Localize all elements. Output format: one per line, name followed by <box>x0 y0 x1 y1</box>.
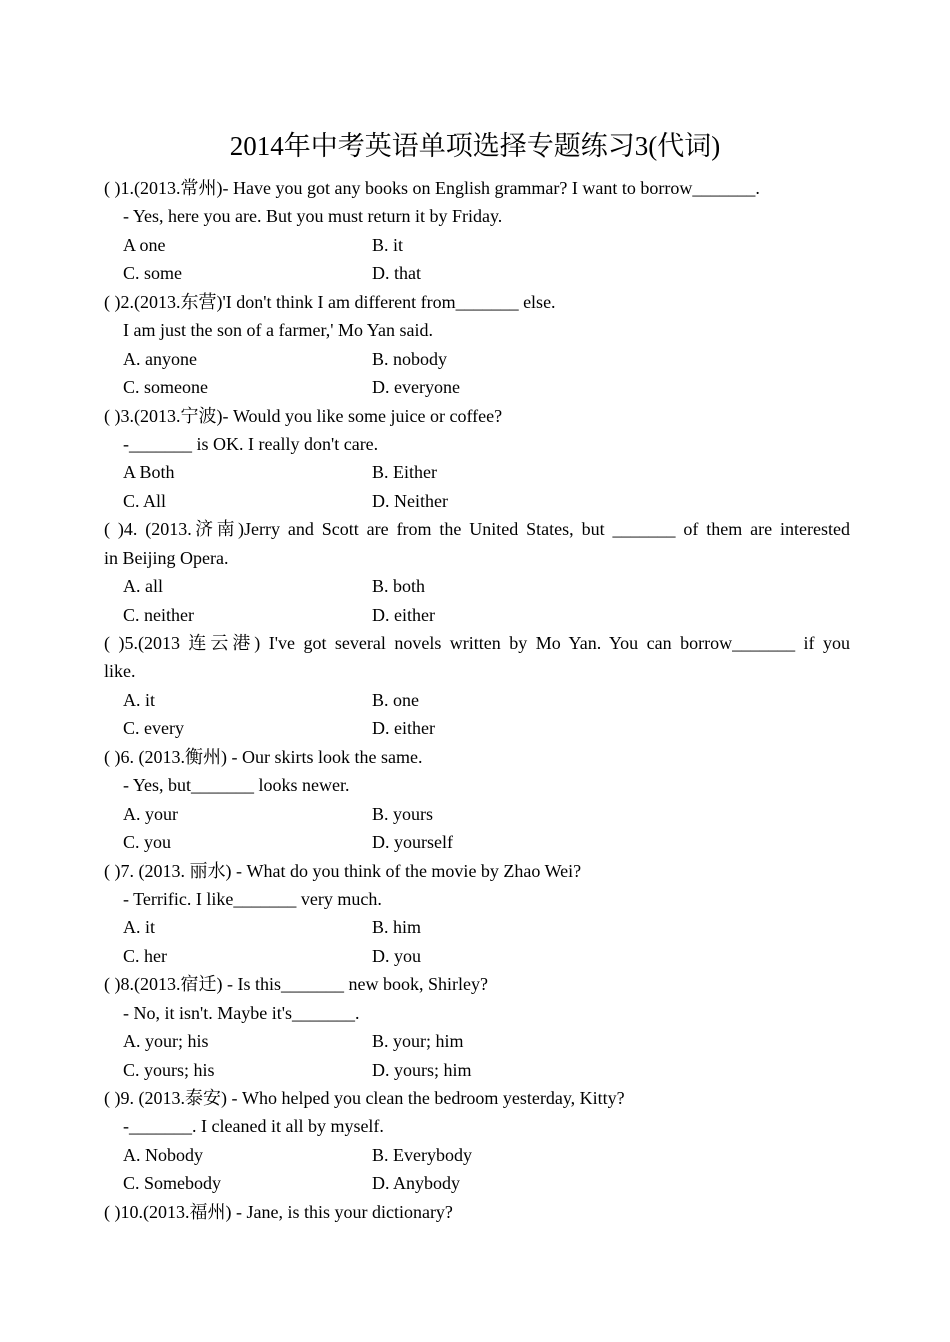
option-row <box>104 1056 850 1084</box>
option-b: B. Either <box>372 462 437 483</box>
dialogue-line: -_______ is OK. I really don't care. <box>123 433 379 454</box>
option-a: A. it <box>123 917 156 938</box>
option-c: C. All <box>123 490 167 511</box>
question-stem: ( )9. (2013.泰安) - Who helped you clean the bedroom yesterday, Kitty? <box>104 1088 625 1108</box>
option-row <box>104 487 850 515</box>
option-c: C. yours; his <box>123 1059 215 1080</box>
option-c: C. someone <box>123 377 208 398</box>
dialogue-line: - No, it isn't. Maybe it's_______. <box>123 1002 360 1023</box>
option-b: B. nobody <box>372 348 448 369</box>
option-a: A. your <box>123 803 178 824</box>
question-stem: ( )3.(2013.宁波)- Would you like some juice or coffee? <box>104 405 503 426</box>
option-d: D. either <box>372 718 435 739</box>
question-list <box>104 174 850 1226</box>
option-a: A. anyone <box>123 348 197 369</box>
option-row <box>104 1141 850 1169</box>
dialogue-line: -_______. I cleaned it all by myself. <box>123 1116 384 1137</box>
question-stem: ( )1.(2013.常州)- Have you got any books on English grammar? I want to borrow_______. <box>104 178 760 198</box>
option-b: B. both <box>372 576 426 597</box>
question-stem-continuation: like. <box>104 661 136 682</box>
dialogue-line: I am just the son of a farmer,' Mo Yan said. <box>123 320 433 341</box>
question-stem: ( )8.(2013.宿迁) - Is this_______ new book, Shirley? <box>104 974 488 995</box>
option-row <box>104 373 850 401</box>
option-c: C. some <box>123 263 183 284</box>
option-a: A. it <box>123 689 156 710</box>
option-row <box>104 231 850 259</box>
option-row <box>104 828 850 856</box>
option-d: D. everyone <box>372 377 460 398</box>
option-c: C. her <box>123 945 167 966</box>
option-a: A. Nobody <box>123 1144 203 1165</box>
question-stem: ( )10.(2013.福州) - Jane, is this your dictionary? <box>104 1201 453 1222</box>
option-c: C. every <box>123 718 184 739</box>
question-stem: ( )6. (2013.衡州) - Our skirts look the same. <box>104 746 423 767</box>
question-stem: ( )4. (2013.济南)Jerry and Scott are from the United States, but _______ of them are interested <box>104 519 850 540</box>
option-row <box>104 259 850 287</box>
option-d: D. Neither <box>372 490 448 511</box>
question-stem: ( )5.(2013 连云港) I've got several novels written by Mo Yan. You can borrow_______ if you <box>104 633 850 653</box>
option-b: B. your; him <box>372 1031 464 1052</box>
option-row <box>104 800 850 828</box>
option-c: C. you <box>123 832 172 853</box>
option-d: D. yourself <box>372 832 453 853</box>
option-d: D. you <box>372 945 421 966</box>
question-stem-continuation: in Beijing Opera. <box>104 547 229 568</box>
option-a: A one <box>123 234 166 255</box>
option-d: D. either <box>372 604 435 625</box>
option-c: C. Somebody <box>123 1173 222 1194</box>
option-d: D. Anybody <box>372 1173 461 1194</box>
option-row <box>104 714 850 742</box>
option-b: B. him <box>372 917 422 938</box>
option-b: B. yours <box>372 803 434 824</box>
option-d: D. that <box>372 263 421 284</box>
option-row <box>104 345 850 373</box>
option-row <box>104 572 850 600</box>
option-a: A Both <box>123 462 175 483</box>
option-row <box>104 601 850 629</box>
option-d: D. yours; him <box>372 1059 472 1080</box>
option-row <box>104 458 850 486</box>
option-b: B. one <box>372 689 419 710</box>
option-b: B. it <box>372 234 404 255</box>
option-row <box>104 1169 850 1197</box>
page-title: 2014年中考英语单项选择专题练习3(代词) <box>229 131 721 161</box>
dialogue-line: - Yes, but_______ looks newer. <box>123 775 350 796</box>
option-row <box>104 686 850 714</box>
question-stem: ( )7. (2013. 丽水) - What do you think of the movie by Zhao Wei? <box>104 860 582 881</box>
option-row <box>104 942 850 970</box>
option-b: B. Everybody <box>372 1144 472 1165</box>
option-row <box>104 1027 850 1055</box>
dialogue-line: - Terrific. I like_______ very much. <box>123 888 382 909</box>
dialogue-line: - Yes, here you are. But you must return it by Friday. <box>123 206 503 227</box>
option-c: C. neither <box>123 604 194 625</box>
option-a: A. all <box>123 576 163 597</box>
option-row <box>104 913 850 941</box>
option-a: A. your; his <box>123 1031 209 1052</box>
question-stem: ( )2.(2013.东营)'I don't think I am different from_______ else. <box>104 291 556 312</box>
